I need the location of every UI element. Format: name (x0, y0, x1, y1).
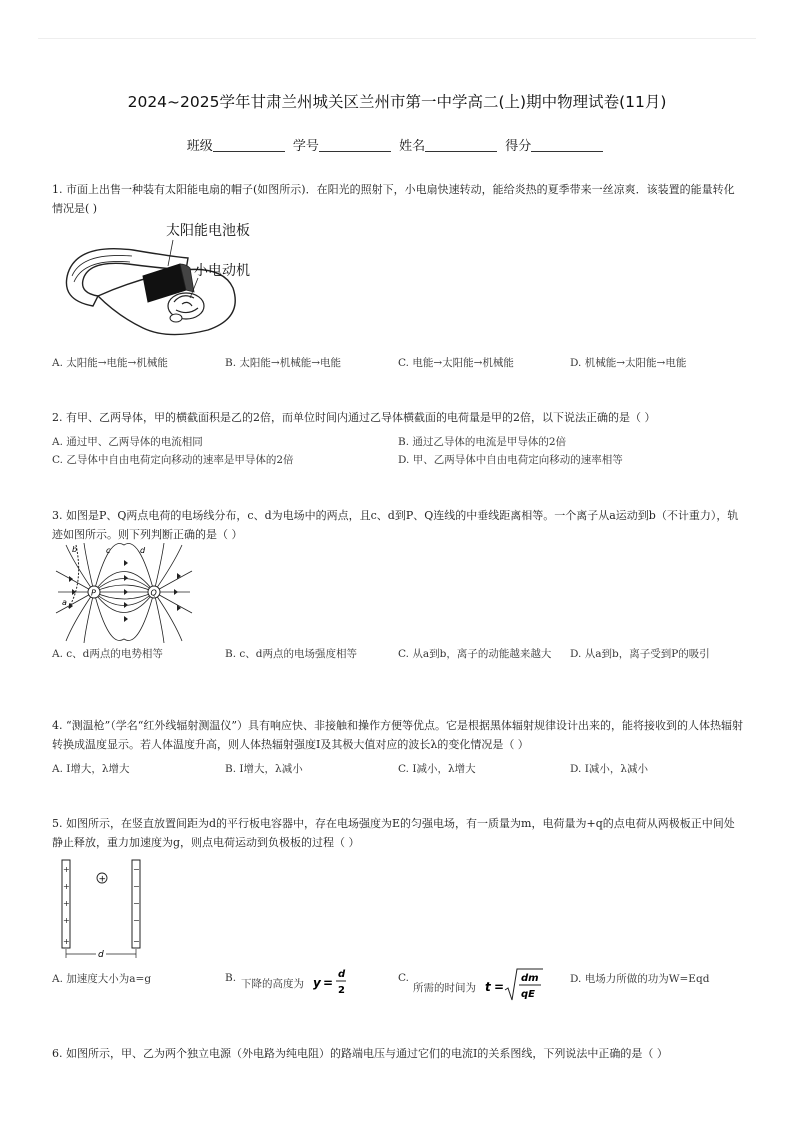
formula-d: d (338, 969, 346, 980)
q5-option-a[interactable]: A. 加速度大小为a=g (52, 973, 152, 985)
q5-option-c[interactable] (398, 970, 409, 986)
q4-option-b[interactable]: B. I增大，λ减小 (225, 763, 303, 775)
solar-panel-label: 太阳能电池板 (166, 223, 250, 239)
question-4-stem: 4. “测温枪”（学名“红外线辐射测温仪”）具有响应快、非接触和操作方便等优点。它是根据黑体辐射规律设计出来的，能将接收到的人体热辐射转换成温度显示。若人体温度升高，则人体热辐射强度I及其极大值对应的波长λ的变化情况是（ ） (52, 719, 743, 751)
name-label: 姓名 (399, 139, 426, 154)
number-blank[interactable] (319, 139, 391, 152)
capacitor-figure (58, 858, 148, 962)
motor-label: 小电动机 (194, 263, 250, 279)
point-a-label: a (62, 598, 67, 607)
point-charge-sign: + (98, 874, 107, 885)
electric-field-lines-figure (54, 543, 194, 643)
question-6-stem: 6. 如图所示，甲、乙为两个独立电源（外电路为纯电阻）的路端电压与通过它们的电流I的关系图线，下列说法中正确的是（ ） (52, 1047, 668, 1060)
q1-option-a[interactable]: A. 太阳能→电能→机械能 (52, 357, 168, 369)
minus-sign: − (133, 916, 140, 925)
score-label: 得分 (505, 139, 532, 154)
class-blank[interactable] (213, 139, 285, 152)
top-divider (38, 38, 756, 39)
minus-sign: − (133, 899, 140, 908)
formula-dm: dm (521, 973, 539, 984)
plate-gap-label: d (98, 950, 104, 960)
plus-sign: + (63, 916, 70, 925)
q5-option-c-text: 所需的时间为 (413, 982, 476, 994)
q5-option-c-formula (485, 966, 545, 1006)
q5-option-b-formula (313, 966, 353, 1000)
minus-sign: − (133, 937, 140, 946)
question-3-stem: 3. 如图是P、Q两点电荷的电场线分布，c、d为电场中的两点，且c、d到P、Q连线的中垂线距离相等。一个离子从a运动到b（不计重力），轨迹如图所示。则下列判断正确的是（ ） (52, 509, 739, 541)
question-1-stem: 1. 市面上出售一种装有太阳能电扇的帽子(如图所示)．在阳光的照射下，小电扇快速转动，能给炎热的夏季带来一丝凉爽．该装置的能量转化情况是( ) (52, 183, 735, 215)
formula-equals: = (494, 980, 505, 994)
q5-option-d[interactable]: D. 电场力所做的功为W=Eqd (570, 973, 710, 985)
solar-hat-figure (58, 218, 268, 338)
name-blank[interactable] (425, 139, 497, 152)
minus-sign: − (133, 882, 140, 891)
point-c-label: c (106, 546, 111, 555)
q2-option-d[interactable]: D. 甲、乙两导体中自由电荷定向移动的速率相等 (398, 454, 623, 466)
number-label: 学号 (292, 139, 319, 154)
formula-y: y (313, 976, 321, 990)
plus-sign: + (63, 899, 70, 908)
q2-option-c[interactable]: C. 乙导体中自由电荷定向移动的速率是甲导体的2倍 (52, 454, 294, 466)
formula-qe: qE (521, 989, 535, 1000)
q1-option-d[interactable]: D. 机械能→太阳能→电能 (570, 357, 687, 369)
charge-p-label: P (91, 588, 96, 598)
q4-option-a[interactable]: A. I增大，λ增大 (52, 763, 130, 775)
question-5-stem: 5. 如图所示，在竖直放置间距为d的平行板电容器中，存在电场强度为E的匀强电场，有一质量为m，电荷量为+q的点电荷从两极板正中间处静止释放，重力加速度为g，则点电荷运动到负极板的过程（ ） (52, 817, 735, 849)
q5-option-b-letter: B. (225, 972, 237, 984)
point-b-label: b (72, 545, 78, 554)
plus-sign: + (63, 865, 70, 874)
question-2-stem: 2. 有甲、乙两导体，甲的横截面积是乙的2倍，而单位时间内通过乙导体横截面的电荷量是甲的2倍，以下说法正确的是（ ） (52, 411, 656, 424)
q2-option-a[interactable]: A. 通过甲、乙两导体的电流相同 (52, 436, 203, 448)
q3-option-c[interactable]: C. 从a到b，离子的动能越来越大 (398, 648, 552, 660)
plus-sign: + (63, 937, 70, 946)
q3-option-d[interactable]: D. 从a到b，离子受到P的吸引 (570, 648, 710, 660)
page-title: 2024~2025学年甘肃兰州城关区兰州市第一中学高二(上)期中物理试卷(11月) (127, 93, 667, 111)
student-info-line (0, 135, 794, 154)
q3-option-b[interactable]: B. c、d两点的电场强度相等 (225, 648, 357, 660)
q1-option-b[interactable]: B. 太阳能→机械能→电能 (225, 357, 341, 369)
q5-option-b-text: 下降的高度为 (241, 978, 304, 990)
formula-equals: = (323, 976, 334, 990)
q4-option-c[interactable]: C. I减小，λ增大 (398, 763, 476, 775)
class-label: 班级 (186, 139, 213, 154)
score-blank[interactable] (531, 139, 603, 152)
charge-q-label: Q (150, 588, 157, 598)
q5-option-c-letter: C. (398, 972, 409, 984)
formula-two: 2 (338, 985, 345, 996)
plus-sign: + (63, 882, 70, 891)
q4-option-d[interactable]: D. I减小，λ减小 (570, 763, 649, 775)
q3-option-a[interactable]: A. c、d两点的电势相等 (52, 648, 163, 660)
minus-sign: − (133, 865, 140, 874)
point-d-label: d (140, 546, 146, 555)
q2-option-b[interactable]: B. 通过乙导体的电流是甲导体的2倍 (398, 436, 567, 448)
formula-t: t (485, 980, 491, 994)
q1-option-c[interactable]: C. 电能→太阳能→机械能 (398, 357, 514, 369)
